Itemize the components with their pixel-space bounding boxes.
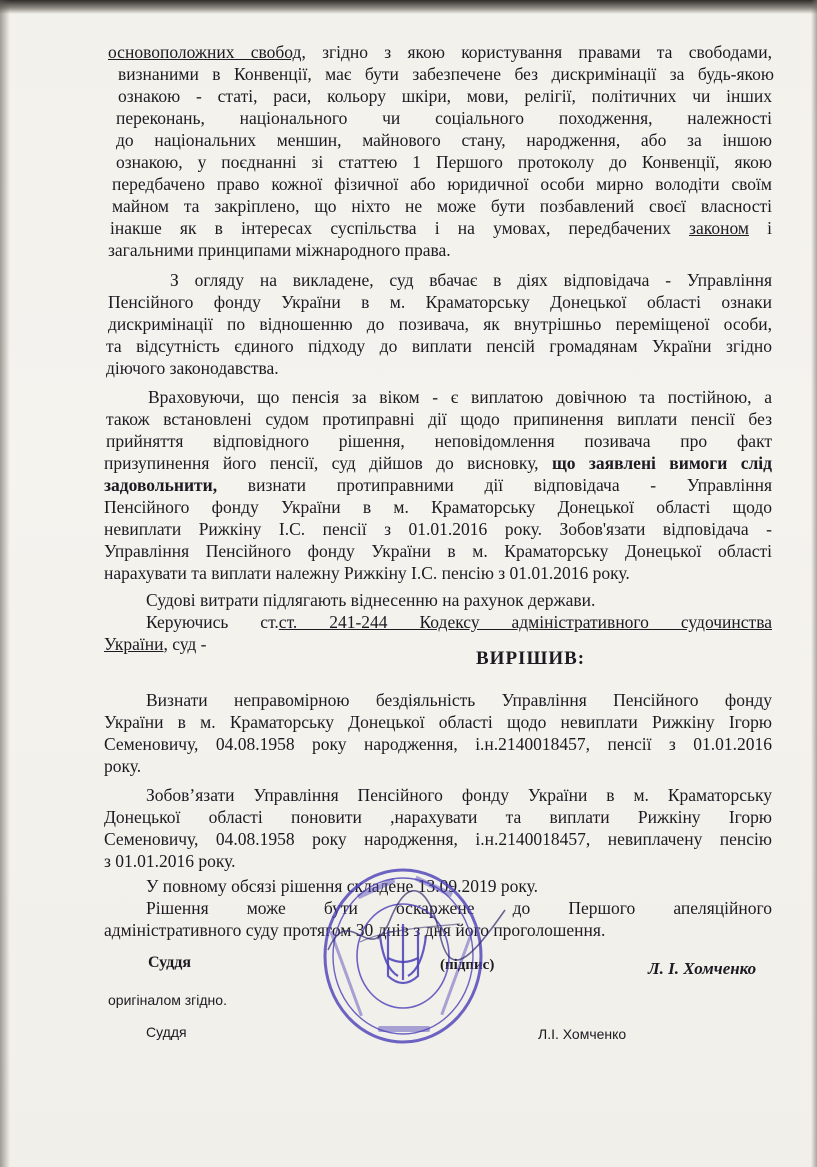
body-line xyxy=(104,634,207,656)
body-line xyxy=(146,612,772,634)
body-line: нарахувати та виплати належну Рижкіну І.С. пенсію з 01.01.2016 року. xyxy=(104,563,630,583)
signature-note: (підпис) xyxy=(440,957,495,973)
body-line: Судові витрати підлягають віднесенню на рахунок держави. xyxy=(146,590,596,610)
decision-line: адміністративного суду протягом 30 днів з дня його проголошення. xyxy=(104,920,606,940)
decision-line: Зобов’язати Управління Пенсійного фонду України в м. Краматорську xyxy=(146,785,772,805)
decision-line: Донецької області поновити ,нарахувати та виплати Рижкіну Ігорю xyxy=(104,807,772,827)
body-line: майном та закріплено, що ніхто не може бути позбавлений своєї власності xyxy=(112,196,772,216)
decision-line: Семеновичу, 04.08.1958 року народження, і.н.2140018457, пенсії з 01.01.2016 xyxy=(104,734,772,754)
body-line-end: і xyxy=(748,218,772,238)
body-line: діючого законодавства. xyxy=(106,358,279,378)
bold-conclusion-end: задовольнити, xyxy=(104,475,218,495)
decision-line: Рішення може бути оскаржене до Першого апеляційного xyxy=(146,898,772,918)
bold-conclusion: що заявлені вимоги слід xyxy=(551,453,773,473)
judge-label-2: Суддя xyxy=(146,1024,187,1040)
decision-line: Визнати неправомірною бездіяльність Управління Пенсійного фонду xyxy=(146,690,772,710)
law-link-text: законом xyxy=(689,218,749,238)
body-line: загальними принципами міжнародного права. xyxy=(108,240,451,260)
judge-label: Суддя xyxy=(148,954,191,971)
body-line: передбачено право кожної фізичної або юридичної особи мирно володіти своїм xyxy=(112,174,772,194)
body-line: прийняття відповідного рішення, неповідомлення позивача про факт xyxy=(106,431,772,451)
body-line-rest: визнати протиправними дії відповідача - Управління xyxy=(217,475,772,495)
body-line: Пенсійного фонду України в м. Краматорську Донецької області ознаки xyxy=(108,292,772,312)
body-line-start: призупинення його пенсії, суд дійшов до висновку, xyxy=(104,453,552,473)
decision-heading: ВИРІШИВ: xyxy=(476,648,586,669)
body-line: невиплати Рижкіну І.С. пенсії з 01.01.2016 року. Зобов'язати відповідача - xyxy=(104,519,772,539)
body-line-start: інакше як в інтересах суспільства і на умовах, передбачених xyxy=(110,218,690,238)
handwritten-signature xyxy=(320,880,510,980)
decision-line: України в м. Краматорську Донецької області щодо невиплати Рижкіну Ігорю xyxy=(104,712,772,732)
decision-line: Семеновичу, 04.08.1958 року народження, і.н.2140018457, невиплачену пенсію xyxy=(104,829,772,849)
body-line: до національних меншин, майнового стану, народження, або за іншою xyxy=(116,130,772,150)
body-line-end: , суд - xyxy=(163,634,207,654)
body-line: ознакою - статі, раси, кольору шкіри, мови, релігії, політичних чи інших xyxy=(118,86,772,106)
freedoms-link-text: основоположних свобод xyxy=(108,42,302,62)
body-line: З огляду на викладене, суд вбачає в діях відповідача - Управління xyxy=(170,270,772,290)
body-line: також встановлені судом протиправні дії щодо припинення виплати пенсії без xyxy=(106,409,772,429)
body-line: та відсутність єдиного підходу до виплати пенсій громадянам України згідно xyxy=(106,336,772,356)
body-line-rest: , згідно з якою користування правами та свободами, xyxy=(301,42,772,62)
body-line xyxy=(108,42,772,64)
decision-line: року. xyxy=(104,756,142,776)
body-line: ознакою, у поєднанні зі статтею 1 Першого протоколу до Конвенції, якою xyxy=(116,152,772,172)
body-line: визнаними в Конвенції, має бути забезпечене без дискримінації за будь-якою xyxy=(118,64,774,84)
body-line: дискримінації по відношенню до позивача, як внутрішньо переміщеної особи, xyxy=(108,314,772,334)
code-link-text: ст. 241-244 Кодексу адміністративного судочинства xyxy=(278,612,772,632)
decision-line: У повному обсязі рішення складене 13.09.2019 року. xyxy=(146,876,538,896)
body-line: Управління Пенсійного фонду України в м. Краматорську Донецької області xyxy=(104,541,772,561)
judge-name-2: Л.І. Хомченко xyxy=(538,1026,627,1042)
body-line: переконань, національного чи соціального походження, належності xyxy=(116,108,772,128)
judge-name: Л. І. Хомченко xyxy=(648,959,757,978)
body-line: Враховуючи, що пенсія за віком - є виплатою довічною та постійною, а xyxy=(148,387,772,407)
copy-note: оригіналом згідно. xyxy=(108,992,227,1008)
body-line: Пенсійного фонду України в м. Краматорську Донецької області щодо xyxy=(104,497,772,517)
body-line xyxy=(104,453,772,475)
decision-line: з 01.01.2016 року. xyxy=(104,851,236,871)
body-line xyxy=(110,218,772,240)
code-link-text-end: України xyxy=(104,634,164,654)
body-line xyxy=(104,475,772,497)
body-line-start: Керуючись ст. xyxy=(146,612,279,632)
